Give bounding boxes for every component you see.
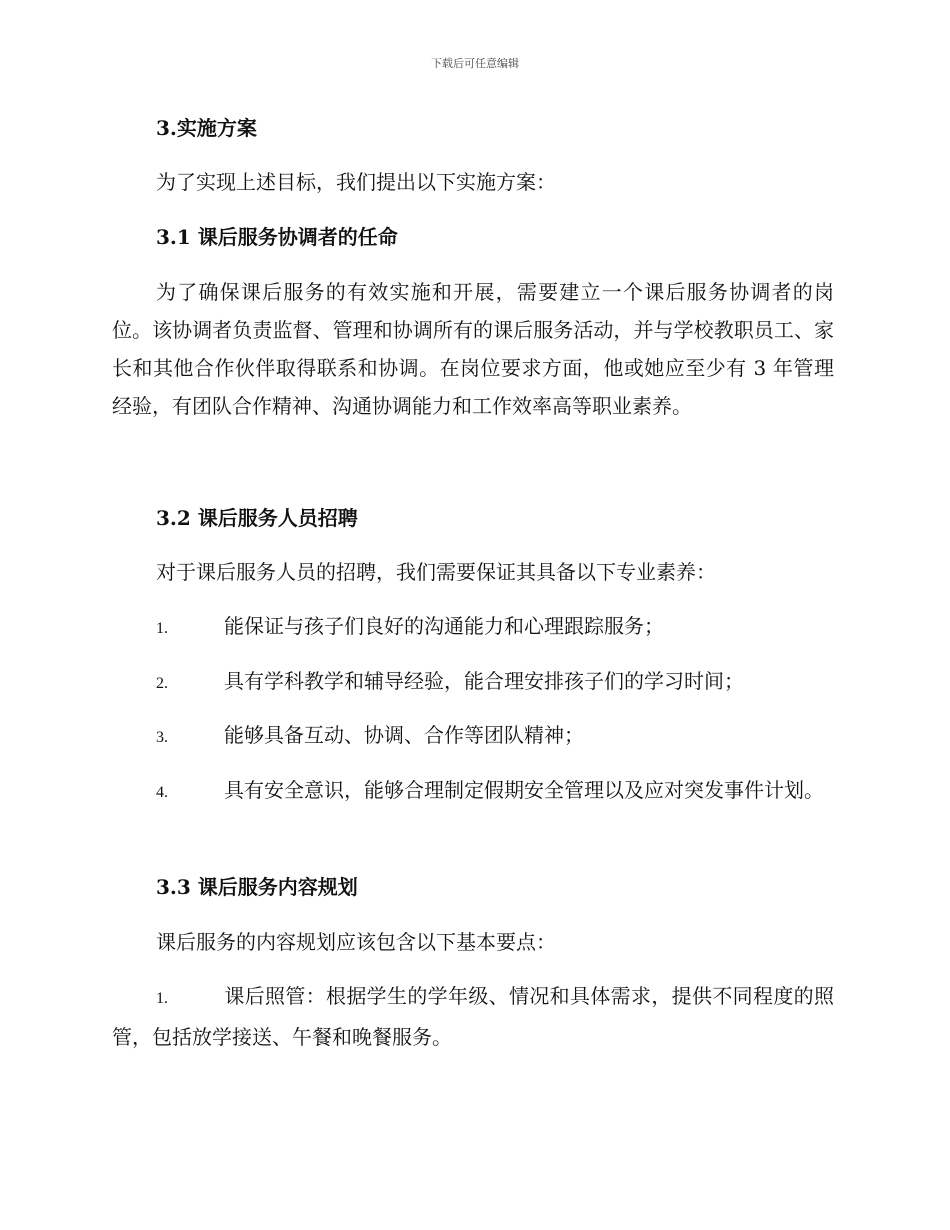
list-item	[112, 662, 834, 703]
section-3-intro: 为了实现上述目标，我们提出以下实施方案：	[156, 170, 556, 194]
list-text: 能保证与孩子们良好的沟通能力和心理跟踪服务；	[224, 614, 664, 638]
page-header: 下载后可任意编辑	[431, 57, 519, 70]
section-3-heading: 3.实施方案	[156, 116, 257, 140]
list-number: 3.	[156, 729, 168, 746]
list-item	[112, 716, 834, 757]
list-item	[112, 607, 834, 648]
list-number: 4.	[156, 784, 168, 801]
list-number: 2.	[156, 675, 168, 692]
list-number: 1.	[156, 990, 168, 1007]
section-3-3-heading: 3.3 课后服务内容规划	[156, 875, 358, 899]
list-text: 课后照管：根据学生的学年级、情况和具体需求，提供不同程度的照管，包括放学接送、午餐和晚餐服务。	[112, 984, 834, 1049]
list-number: 1.	[156, 620, 168, 637]
section-3-2-intro: 对于课后服务人员的招聘，我们需要保证其具备以下专业素养：	[156, 560, 716, 584]
section-3-1-heading: 3.1 课后服务协调者的任命	[156, 225, 398, 249]
list-text: 能够具备互动、协调、合作等团队精神；	[224, 723, 584, 747]
section-3-3-intro: 课后服务的内容规划应该包含以下基本要点：	[156, 930, 556, 954]
list-text: 具有学科教学和辅导经验，能合理安排孩子们的学习时间；	[224, 669, 744, 693]
list-text: 具有安全意识，能够合理制定假期安全管理以及应对突发事件计划。	[224, 778, 824, 802]
list-item	[112, 771, 834, 812]
list-item	[112, 977, 834, 1056]
section-3-1-body: 为了确保课后服务的有效实施和开展，需要建立一个课后服务协调者的岗位。该协调者负责监督、管理和协调所有的课后服务活动，并与学校教职员工、家长和其他合作伙伴取得联系和协调。在岗位要求方面，他或她应至少有 3 年管理经验，有团队合作精神、沟通协调能力和工作效率高等职业素养。	[112, 280, 834, 418]
section-3-2-heading: 3.2 课后服务人员招聘	[156, 506, 358, 530]
